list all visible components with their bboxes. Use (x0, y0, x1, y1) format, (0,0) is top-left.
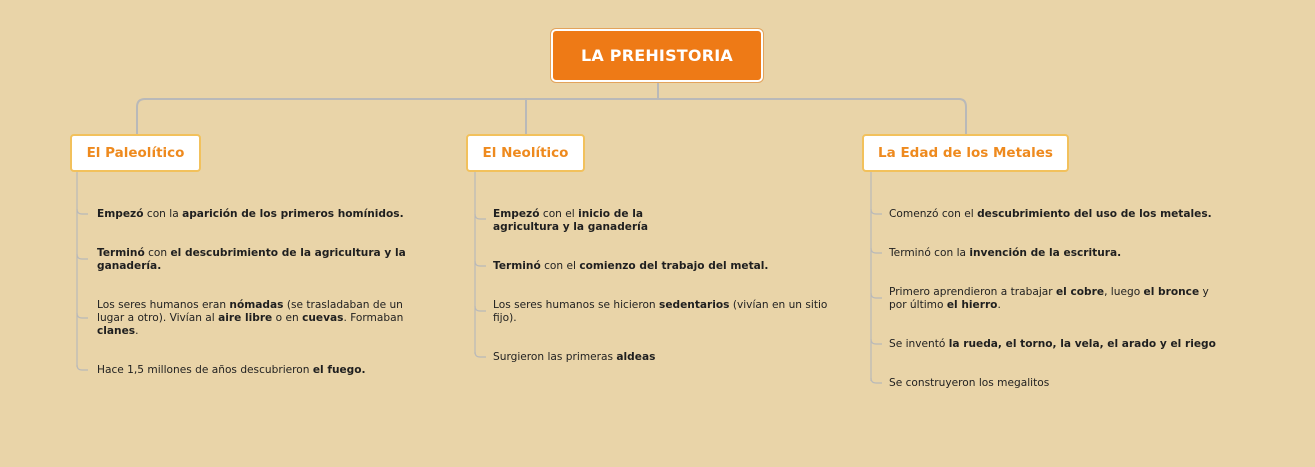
leaf-topic[interactable]: Se construyeron los megalitos (889, 377, 1050, 389)
root-topic[interactable] (551, 29, 763, 82)
leaf-tick-metales-1 (871, 209, 882, 214)
leaf-tick-paleolitico-4 (77, 365, 88, 370)
leaf-tick-metales-3 (871, 293, 882, 298)
leaf-tick-neolitico-4 (475, 352, 486, 357)
branch-edad-metales[interactable] (862, 134, 1069, 172)
leaf-tick-neolitico-2 (475, 261, 486, 266)
branch-connector-paleolitico (137, 99, 145, 134)
leaf-topic[interactable]: Empezó con la aparición de los primeros homínidos. (97, 208, 404, 220)
branch-neolitico[interactable] (466, 134, 585, 172)
leaf-topic[interactable]: Empezó con el inicio de la agricultura y la ganadería (493, 208, 648, 233)
leaf-topic[interactable]: Terminó con el comienzo del trabajo del metal. (493, 260, 769, 272)
leaf-tick-metales-4 (871, 339, 882, 344)
branch-neolitico-label: El Neolítico (482, 145, 569, 161)
branch-edad-metales-label: La Edad de los Metales (878, 145, 1053, 161)
leaf-tick-paleolitico-3 (77, 313, 88, 318)
leaf-topic[interactable]: Terminó con el descubrimiento de la agricultura y la ganadería. (97, 247, 406, 272)
leaf-topic[interactable]: Surgieron las primeras aldeas (493, 351, 656, 363)
root-topic-label: LA PREHISTORIA (581, 46, 733, 65)
leaf-tick-metales-5 (871, 378, 882, 383)
branch-connector-metales (959, 99, 966, 134)
leaf-topic[interactable]: Primero aprendieron a trabajar el cobre, luego el bronce y por último el hierro. (889, 286, 1209, 311)
leaf-topic[interactable]: Los seres humanos eran nómadas (se trasladaban de un lugar a otro). Vivían al aire libre o en cuevas. Formaban clanes. (97, 299, 404, 337)
leaf-topic[interactable]: Se inventó la rueda, el torno, la vela, el arado y el riego (889, 338, 1216, 350)
leaf-topic[interactable]: Los seres humanos se hicieron sedentarios (vivían en un sitio fijo). (493, 299, 828, 324)
leaf-topic[interactable]: Terminó con la invención de la escritura. (889, 247, 1122, 259)
leaf-tick-neolitico-1 (475, 214, 486, 219)
branch-paleolitico[interactable] (70, 134, 201, 172)
leaf-tick-metales-2 (871, 248, 882, 253)
branch-paleolitico-label: El Paleolítico (86, 145, 185, 161)
leaf-tick-paleolitico-2 (77, 254, 88, 259)
leaf-tick-neolitico-3 (475, 306, 486, 311)
leaf-topic[interactable]: Comenzó con el descubrimiento del uso de los metales. (889, 208, 1212, 220)
leaf-topic[interactable]: Hace 1,5 millones de años descubrieron el fuego. (97, 364, 366, 376)
leaf-tick-paleolitico-1 (77, 209, 88, 214)
